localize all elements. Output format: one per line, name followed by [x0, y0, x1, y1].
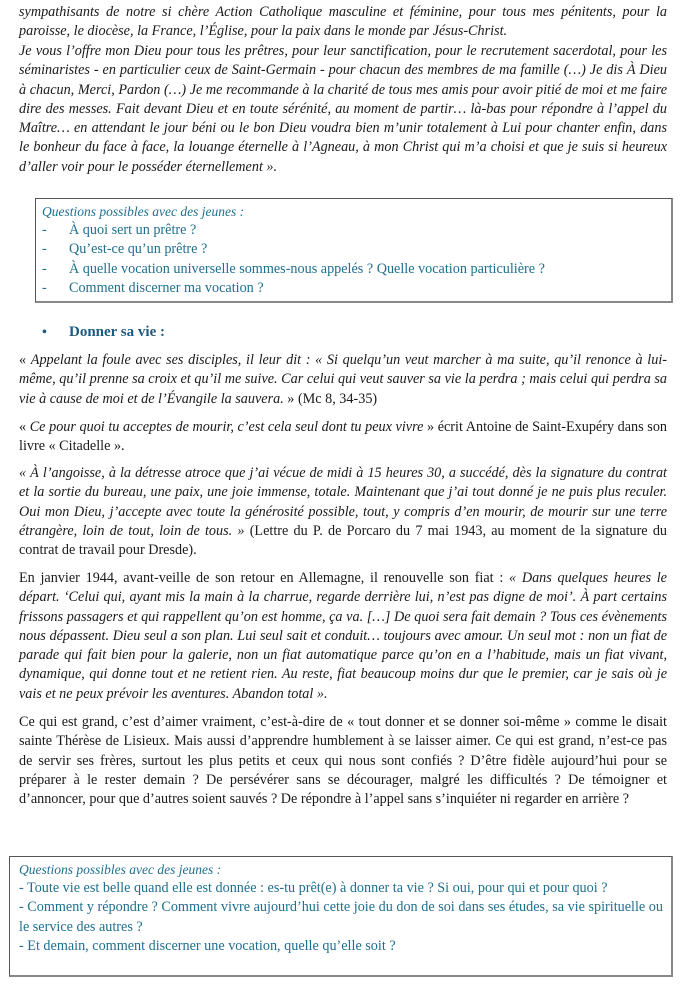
exupery-open-quote: «: [19, 419, 30, 435]
question-text: Comment discerner ma vocation ?: [69, 279, 264, 296]
reflection-text: Ce qui est grand, c’est d’aimer vraiment, c’est-à-dire de « tout donner et se donner soi-même » comme le disait sainte Thérèse de Lisieux. Mais aussi d’apprendre humblement à se laisser aimer. Ce qui est grand, n’est-ce pas de servir ses frères, surtout les plus petits et ceux qui nous sont confiés ? D’être fidèle aujourd’hui pour se préparer à le rester demain ? De persévérer sans se décourager, malgré les difficultés ? De témoigner et d’annoncer, pour que d’autres soient sauvés ? De répondre à l’appel sans s’inquiéter ni regarder en arrière ?: [19, 714, 667, 808]
dash-marker: -: [42, 260, 47, 277]
intro-quote-paragraph-1: [19, 3, 667, 42]
question-item: - Et demain, comment discerner une vocation, quelle qu’elle soit ?: [19, 937, 396, 954]
question-text: À quelle vocation universelle sommes-nous appelés ? Quelle vocation particulière ?: [69, 260, 545, 277]
intro-quote-paragraph-2: [19, 42, 667, 177]
reflection-paragraph: [19, 713, 667, 809]
exupery-attribution: » écrit Antoine de Saint-Exupéry dans son livre « Citadelle ».: [19, 419, 668, 455]
porcaro-letter-paragraph: [19, 464, 667, 560]
dash-marker: -: [42, 279, 47, 296]
porcaro-letter-source: (Lettre du P. de Porcaro du 7 mai 1943, au moment de la signature du contrat de travail pour Dresde).: [19, 522, 668, 559]
questions-box-1-title: Questions possibles avec des jeunes :: [42, 204, 245, 219]
question-item: [42, 240, 671, 259]
dash-marker: -: [42, 222, 47, 238]
questions-box-1: [35, 198, 673, 303]
question-text: Qu’est-ce qu’un prêtre ?: [69, 241, 208, 258]
questions-box-2-title: Questions possibles avec des jeunes :: [19, 862, 222, 877]
gospel-open-quote: «: [19, 352, 31, 368]
section-heading: [42, 324, 165, 341]
intro-quote-text-2: Je vous l’offre mon Dieu pour tous les prêtres, pour leur sanctification, pour le recrutement sacerdotal, pour les séminaristes - en particulier ceux de Saint-Germain - pour chacun des membres de ma famille (…) Je dis À Dieu à chacun, Merci, Pardon (…) Je me recommande à la charité de tous mes amis pour avoir pitié de moi et me faire dire des messes. Fait devant Dieu et en toute sérénité, au moment de partir… là-bas pour répondre à l’appel du Maître… en attendant le jour béni ou le bon Dieu voudra bien m’unir totalement à Lui pour chanter enfin, dans le bonheur du face à face, la louange éternelle à l’Agneau, à mon Christ qui m’a choisi et que je suis si heureux d’aller voir pour le posséder éternellement ».: [19, 43, 667, 175]
section-heading-text: Donner sa vie :: [69, 324, 165, 340]
fiat-quote: « Dans quelques heures le départ. ‘Celui qui, ayant mis la main à la charrue, regarde derrière lui, n’est pas digne de moi’. À part certains frissons passagers et qui rappellent qu’on est homme, ça va. […] De quoi sera fait demain ? Tous ces évènements nous dépassent. Dieu seul a son plan. Lui seul sait et conduit… toujours avec amour. Un seul mot : non un fiat de parade qui fait bien pour la galerie, non un fiat automatique parce qu’on en a l’habitude, mais un fiat vivant, dynamique, qui donne tout et ne retient rien. Au reste, fiat beaucoup moins dur que le premier, car je sais où je vais et ne peux prévoir les aventures. Abandon total ».: [19, 570, 667, 702]
intro-quote-text-1: sympathisants de notre si chère Action Catholique masculine et féminine, pour tous mes pénitents, pour la paroisse, le diocèse, la France, l’Église, pour la paix dans le monde par Jésus-Christ.: [19, 4, 667, 40]
questions-box-2: [9, 856, 673, 977]
porcaro-letter-quote: « À l’angoisse, à la détresse atroce que j’ai vécue de midi à 15 heures 30, a succédé, dès la signature du contrat et la sortie du bureau, une paix, une joie immense, totale. Maintenant que j’ai tout donné je ne puis plus reculer. Oui mon Dieu, j’accepte avec toute la générosité possible, tout, y compris d’en mourir, de mourir sur une terre étrangère, loin de tout, loin de tous. »: [19, 465, 667, 539]
exupery-paragraph: [19, 418, 667, 457]
bullet-icon: •: [42, 324, 47, 340]
fiat-intro: En janvier 1944, avant-veille de son retour en Allemagne, il renouvelle son fiat :: [19, 570, 510, 586]
gospel-paragraph: [19, 351, 667, 409]
question-item: [42, 279, 671, 298]
exupery-quote-text: Ce pour quoi tu acceptes de mourir, c’est cela seul dont tu peux vivre: [29, 419, 424, 435]
question-item: - Toute vie est belle quand elle est donnée : es-tu prêt(e) à donner ta vie ? Si oui, pour qui et pour quoi ?: [19, 880, 608, 896]
question-item: [42, 221, 671, 240]
gospel-reference: » (Mc 8, 34-35): [283, 390, 378, 407]
dash-marker: -: [42, 241, 47, 258]
question-item: [42, 260, 671, 279]
question-item: - Comment y répondre ? Comment vivre aujourd’hui cette joie du don de soi dans ses études, sa vie spirituelle ou le service des autres ?: [19, 899, 663, 935]
question-text: À quoi sert un prêtre ?: [69, 222, 197, 238]
fiat-paragraph: [19, 569, 667, 704]
gospel-quote-text: Appelant la foule avec ses disciples, il leur dit : « Si quelqu’un veut marcher à ma suite, qu’il renonce à lui-même, qu’il prenne sa croix et qu’il me suive. Car celui qui veut sauver sa vie la perdra ; mais celui qui perdra sa vie à cause de moi et de l’Évangile la sauvera.: [19, 352, 668, 407]
